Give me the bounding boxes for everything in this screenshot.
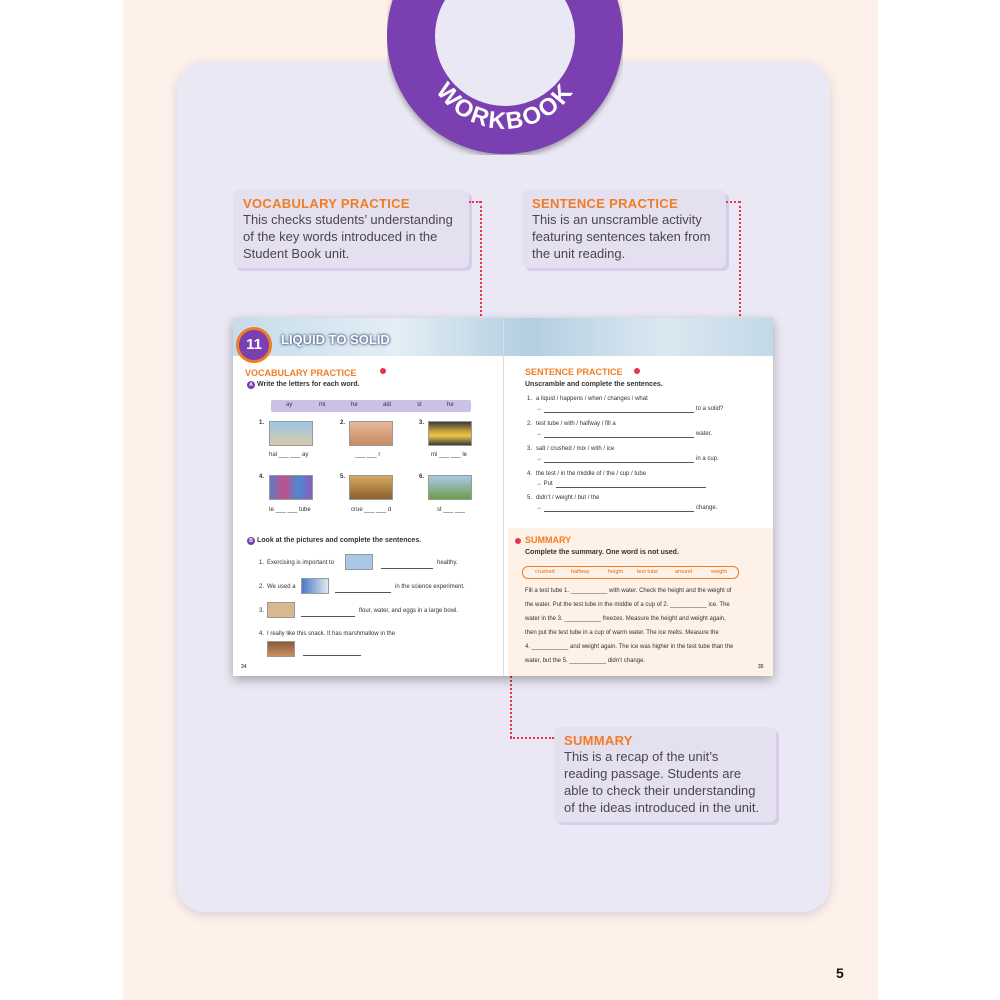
item-hint: crue ___ ___ d: [351, 507, 392, 513]
workbook-spread: [233, 318, 773, 676]
page-number-left: 34: [241, 664, 247, 670]
summary-bank-item: weight: [711, 569, 727, 575]
callout-line: of the ideas introduced in the unit.: [564, 800, 760, 815]
word-bank: [271, 400, 471, 412]
connector-dot: [515, 538, 521, 544]
picture-ruler: [428, 421, 472, 446]
s-item-end: in a cup.: [696, 456, 719, 462]
summary-line: the water. Put the test tube in the middle of a cup of 2. ___________ ice. The: [525, 602, 730, 608]
s-item-number: 5.: [527, 495, 533, 501]
summary-word-bank: [522, 566, 739, 579]
b-item-text: Exercising is important to: [267, 560, 335, 566]
b-item-text: in the science experiment.: [395, 584, 465, 590]
answer-blank[interactable]: [335, 592, 391, 593]
b-item-number: 3.: [259, 608, 265, 614]
summary-bank-item: crushed: [535, 569, 555, 575]
unit-number-badge: 11: [236, 327, 272, 363]
callout-line: reading passage. Students are: [564, 766, 742, 781]
s-item-number: 3.: [527, 446, 533, 452]
connector-line: [726, 201, 740, 203]
connector-line: [510, 737, 554, 739]
word-bank-item: he: [351, 402, 358, 408]
summary-line: 4. ___________ and weight again. The ice was higher in the test tube than the: [525, 644, 734, 650]
svg-text:WORKBOOK: [431, 78, 579, 136]
instruction-b: [247, 537, 421, 545]
s-item-words: didn’t / weight / but / the: [536, 495, 600, 501]
b-item-number: 2.: [259, 584, 265, 590]
arrow-icon: →: [536, 431, 542, 437]
s-item-number: 2.: [527, 421, 533, 427]
s-item-number: 4.: [527, 471, 533, 477]
s-item-words: salt / crushed / mix / with / ice: [536, 446, 615, 452]
word-bank-item: st: [417, 402, 422, 408]
item-hint: te ___ ___ tube: [269, 507, 311, 513]
b-item-text: We used a: [267, 584, 296, 590]
unit-title: LIQUID TO SOLID: [281, 332, 390, 347]
item-number: 5.: [340, 474, 346, 480]
section-sentence-practice: SENTENCE PRACTICE: [525, 367, 623, 377]
picture-hands-mixing: [349, 421, 393, 446]
callout-line: This checks students’ understanding: [243, 212, 453, 227]
picture-crushed-food: [349, 475, 393, 500]
b-item-number: 4.: [259, 631, 265, 637]
callout-line: the unit reading.: [532, 246, 626, 261]
item-hint: mi ___ ___ le: [431, 452, 468, 458]
picture-bowl: [267, 602, 295, 618]
instruction-a-letter: A: [247, 381, 255, 389]
picture-exercise: [345, 554, 373, 570]
instruction-b-text: Look at the pictures and complete the sentences.: [257, 537, 422, 544]
item-hint: hal ___ ___ ay: [269, 452, 309, 458]
page-number: 5: [836, 965, 844, 981]
answer-blank[interactable]: [544, 412, 694, 413]
callout-title: SUMMARY: [564, 733, 633, 748]
item-number: 2.: [340, 420, 346, 426]
picture-test-tubes: [269, 475, 313, 500]
picture-person-running: [428, 475, 472, 500]
b-item-text: flour, water, and eggs in a large bowl.: [359, 608, 459, 614]
item-hint: st ___ ___: [437, 507, 466, 513]
summary-bank-item: height: [608, 569, 623, 575]
s-item-prefix: → Put: [536, 481, 553, 487]
answer-blank[interactable]: [544, 437, 694, 438]
section-summary: SUMMARY: [525, 535, 572, 545]
summary-line: Fill a test tube 1. ___________ with water. Check the height and the weight of: [525, 588, 732, 594]
item-number: 4.: [259, 474, 265, 480]
s-item-words: test tube / with / halfway / fill a: [536, 421, 616, 427]
callout-line: of the key words introduced in the: [243, 229, 438, 244]
item-number: 3.: [419, 420, 425, 426]
arrow-icon: →: [536, 505, 542, 511]
instruction-summary: Complete the summary. One word is not used.: [525, 549, 679, 556]
instruction-sentence: Unscramble and complete the sentences.: [525, 381, 663, 388]
s-item-words: the test / in the middle of / the / cup / tube: [536, 471, 647, 477]
callout-line: featuring sentences taken from: [532, 229, 711, 244]
summary-bank-item: around: [675, 569, 693, 575]
workbook-ring-badge: [387, 0, 623, 155]
item-hint: ___ ___ r: [355, 452, 381, 458]
b-item-text: I really like this snack. It has marshmallow in the: [267, 631, 396, 637]
callout-line: This is an unscramble activity: [532, 212, 702, 227]
answer-blank[interactable]: [381, 568, 433, 569]
callout-line: This is a recap of the unit’s: [564, 749, 719, 764]
picture-snack: [267, 641, 295, 657]
answer-blank[interactable]: [303, 655, 361, 656]
b-item-text: healthy.: [437, 560, 458, 566]
workbook-label: WORKBOOK: [430, 77, 580, 136]
callout-line: Student Book unit.: [243, 246, 350, 261]
word-bank-item: mi: [319, 402, 326, 408]
arrow-icon: →: [536, 456, 542, 462]
item-number: 1.: [259, 420, 265, 426]
callout-title: VOCABULARY PRACTICE: [243, 196, 410, 211]
connector-dot: [634, 368, 640, 374]
summary-box: [508, 528, 773, 676]
summary-line: water, but the 5. ___________ didn’t change.: [525, 658, 646, 664]
callout-summary: [554, 727, 776, 822]
picture-test-tube: [301, 578, 329, 594]
item-number: 6.: [419, 474, 425, 480]
answer-blank[interactable]: [301, 616, 355, 617]
summary-bank-item: test tube: [637, 569, 659, 575]
answer-blank[interactable]: [556, 487, 706, 488]
summary-line: then put the test tube in a cup of warm water. The ice melts. Measure the: [525, 630, 719, 636]
instruction-a-text: Write the letters for each word.: [257, 381, 360, 388]
answer-blank[interactable]: [544, 511, 694, 512]
page-number-right: 35: [758, 664, 764, 670]
summary-bank-item: halfway: [571, 569, 590, 575]
callout-sentence: [522, 190, 726, 268]
section-vocabulary-practice: VOCABULARY PRACTICE: [245, 368, 357, 378]
word-bank-item: ay: [286, 402, 293, 408]
word-bank-item: ald: [383, 402, 392, 408]
s-item-words: a liquid / happens / when / changes / what: [536, 396, 648, 402]
b-item-number: 1.: [259, 560, 265, 566]
summary-line: water in the 3. ___________ freezes. Measure the height and weight again,: [525, 616, 726, 622]
picture-eiffel-tower: [269, 421, 313, 446]
callout-vocabulary: [233, 190, 469, 268]
callout-title: SENTENCE PRACTICE: [532, 196, 678, 211]
connector-dot: [380, 368, 386, 374]
arrow-icon: →: [536, 406, 542, 412]
s-item-end: to a solid?: [696, 406, 724, 412]
s-item-number: 1.: [527, 396, 533, 402]
s-item-end: water.: [696, 431, 713, 437]
s-item-end: change.: [696, 505, 718, 511]
answer-blank[interactable]: [544, 462, 694, 463]
callout-line: able to check their understanding: [564, 783, 756, 798]
instruction-b-letter: B: [247, 537, 255, 545]
word-bank-item: he: [447, 402, 454, 408]
instruction-a: [247, 381, 360, 389]
